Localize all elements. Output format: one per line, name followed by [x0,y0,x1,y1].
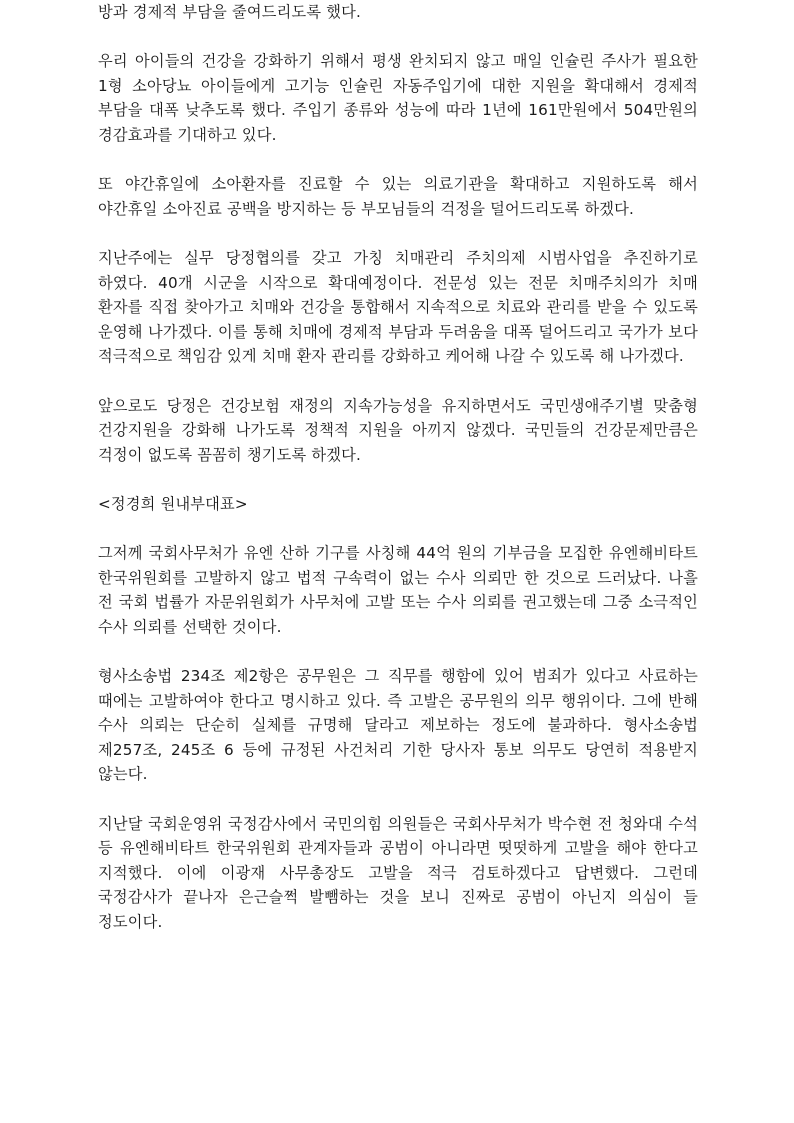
paragraph-gap [98,221,698,246]
paragraph-continuation: 방과 경제적 부담을 줄여드리도록 했다. [98,3,362,21]
paragraph-gap [98,148,698,173]
paragraph-gap [98,639,698,664]
paragraph-criminal-procedure: 형사소송법 234조 제2항은 공무원은 그 직무를 행함에 있어 범죄가 있다고 사료하는 때에는 고발하여야 한다고 명시하고 있다. 즉 고발은 공무원의 의무 행위이다. 그에 반해 수사 의뢰는 단순히 실체를 규명해 달라고 제보하는 정도에 불과하다. 형사소송법 제257조, 245조 6 등에 규정된 사건처리 기한 당사자 통보 의무도 당연히 적용받지 않는다. [98,667,698,784]
paragraph-gap [98,369,698,394]
paragraph-health-insurance: 앞으로도 당정은 건강보험 재정의 지속가능성을 유지하면서도 국민생애주기별 맞춤형 건강지원을 강화해 나가도록 정책적 지원을 아끼지 않겠다. 국민들의 건강문제만큼은 걱정이 없도록 꼼꼼히 챙기도록 하겠다. [98,396,698,464]
paragraph-gap [98,25,698,50]
paragraph-gap [98,516,698,541]
paragraph-dementia-program: 지난주에는 실무 당정협의를 갖고 가칭 치매관리 주치의제 시범사업을 추진하기로 하였다. 40개 시군을 시작으로 확대예정이다. 전문성 있는 전문 치매주치의가 치매 환자를 직접 찾아가고 치매와 건강을 통합해서 지속적으로 치료와 관리를 받을 수 있도록 운영해 나가겠다. 이를 통해 치매에 경제적 부담과 두려움을 대폭 덜어드리고 국가가 보다 적극적으로 책임감 있게 치매 환자 관리를 강화하고 케어해 나갈 수 있도록 해 나가겠다. [98,248,698,366]
paragraph-gap [98,467,698,492]
document-page [98,0,698,935]
paragraph-gap [98,787,698,812]
paragraph-un-habitat: 그저께 국회사무처가 유엔 산하 기구를 사칭해 44억 원의 기부금을 모집한 유엔해비타트 한국위원회를 고발하지 않고 법적 구속력이 없는 수사 의뢰만 한 것으로 드러났다. 나흘 전 국회 법률가 자문위원회가 사무처에 고발 또는 수사 의뢰를 권고했는데 그중 소극적인 수사 의뢰를 선택한 것이다. [98,544,698,636]
paragraph-audit: 지난달 국회운영위 국정감사에서 국민의힘 의원들은 국회사무처가 박수현 전 청와대 수석 등 유엔해비타트 한국위원회 관계자들과 공범이 아니라면 떳떳하게 고발을 해야 한다고 지적했다. 이에 이광재 사무총장도 고발을 적극 검토하겠다고 답변했다. 그런데 국정감사가 끝나자 은근슬쩍 발뺌하는 것을 보니 진짜로 공범이 아닌지 의심이 들 정도이다. [98,814,699,931]
paragraph-diabetes-support: 우리 아이들의 건강을 강화하기 위해서 평생 완치되지 않고 매일 인슐린 주사가 필요한 1형 소아당뇨 아이들에게 고기능 인슐린 자동주입기에 대한 지원을 확대해서 경제적 부담을 대폭 낮추도록 했다. 주입기 종류와 성능에 따라 1년에 161만원에서 504만원의 경감효과를 기대하고 있다. [98,52,698,144]
speaker-heading: <정경희 원내부대표> [98,494,248,513]
paragraph-pediatric-care: 또 야간휴일에 소아환자를 진료할 수 있는 의료기관을 확대하고 지원하도록 해서 야간휴일 소아진료 공백을 방지하는 등 부모님들의 걱정을 덜어드리도록 하겠다. [98,175,698,218]
